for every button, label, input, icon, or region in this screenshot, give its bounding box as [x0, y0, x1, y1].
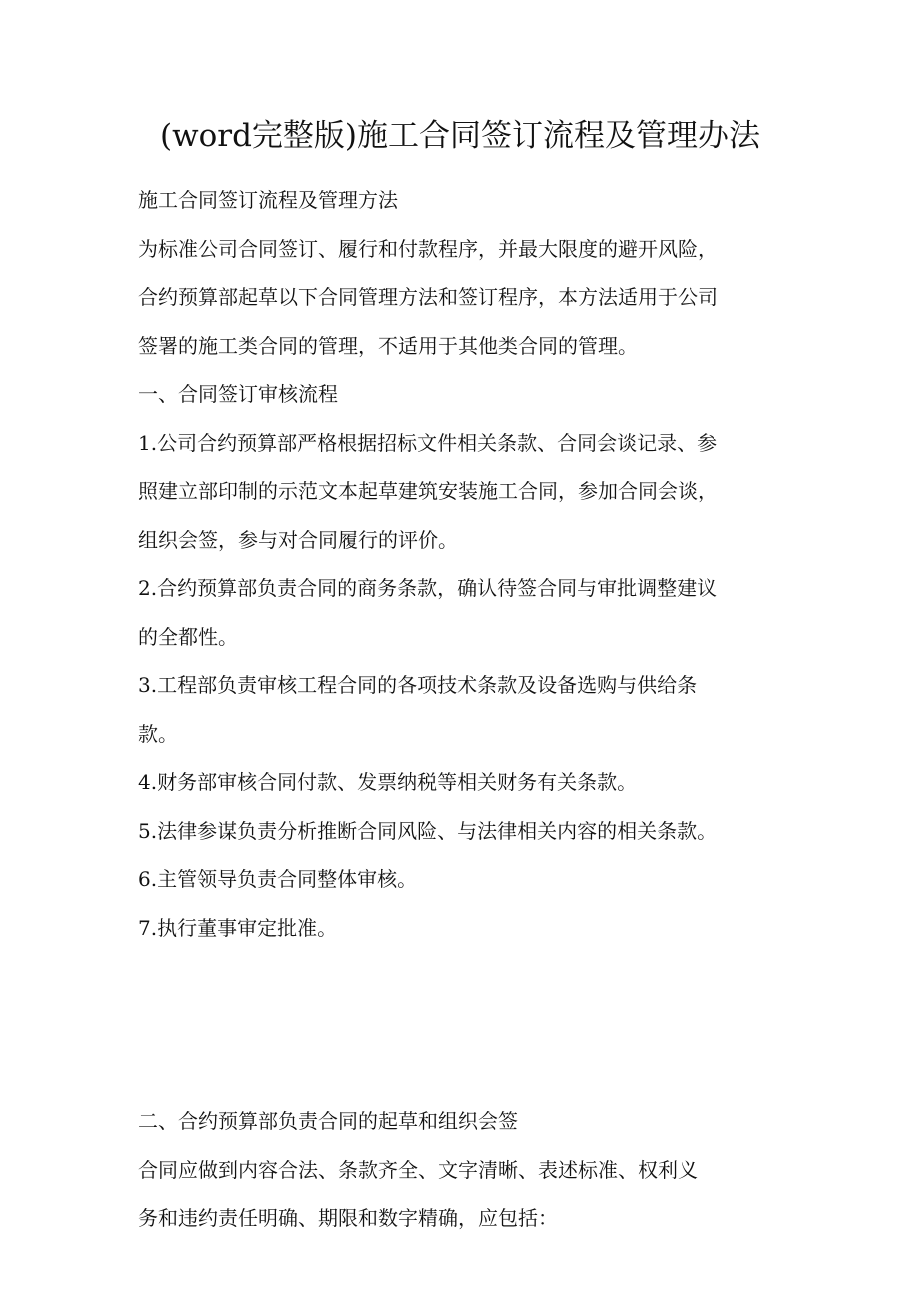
paragraph-line: 务和违约责任明确、期限和数字精确，应包括： [138, 1206, 558, 1230]
list-item-line: 7.执行董事审定批准。 [138, 915, 338, 940]
list-item-line: 款。 [138, 721, 178, 746]
list-item-line: 组织会签，参与对合同履行的评价。 [138, 527, 458, 552]
paragraph-line: 合约预算部起草以下合同管理方法和签订程序，本方法适用于公司 [138, 285, 718, 309]
list-item-line: 6.主管领导负责合同整体审核。 [138, 867, 418, 891]
list-item-line: 3.工程部负责审核工程合同的各项技术条款及设备选购与供给条 [138, 673, 698, 697]
section-heading-2: 二、合约预算部负责合同的起草和组织会签 [138, 1109, 518, 1133]
list-item-line: 2.合约预算部负责合同的商务条款，确认待签合同与审批调整建议 [138, 576, 718, 600]
paragraph-line: 合同应做到内容合法、条款齐全、文字清晰、表述标准、权利义 [138, 1157, 698, 1182]
subtitle-line: 施工合同签订流程及管理方法 [138, 188, 398, 212]
section-heading-1: 一、合同签订审核流程 [138, 382, 338, 406]
list-item-line: 照建立部印制的示范文本起草建筑安装施工合同，参加合同会谈， [138, 479, 718, 503]
paragraph-line: 为标准公司合同签订、履行和付款程序，并最大限度的避开风险， [138, 236, 718, 261]
list-item-line: 1.公司合约预算部严格根据招标文件相关条款、合同会谈记录、参 [138, 430, 718, 455]
paragraph-line: 签署的施工类合同的管理，不适用于其他类合同的管理。 [138, 333, 638, 358]
blank-space [138, 952, 778, 1097]
list-item-line: 5.法律参谋负责分析推断合同风险、与法律相关内容的相关条款。 [138, 818, 718, 843]
document-title: (word完整版)施工合同签订流程及管理办法 [159, 118, 761, 154]
list-item-line: 4.财务部审核合同付款、发票纳税等相关财务有关条款。 [138, 770, 638, 794]
list-item-line: 的全都性。 [138, 624, 238, 649]
document-body [138, 176, 778, 1243]
